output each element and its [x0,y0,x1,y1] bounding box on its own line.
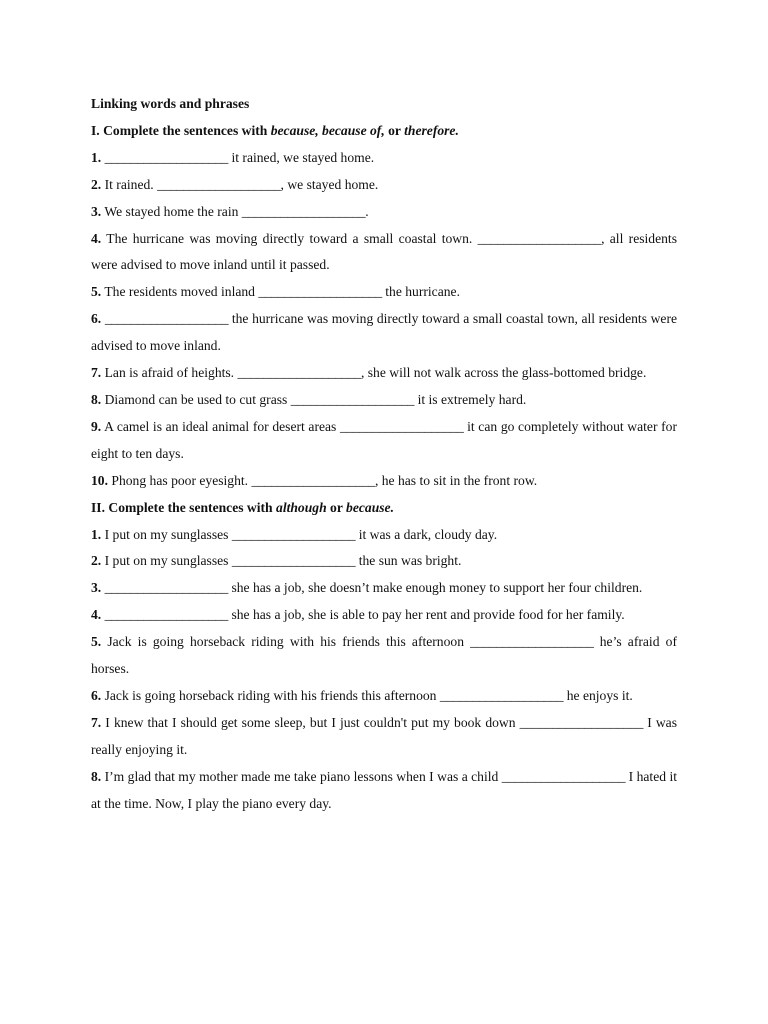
section-1-item [91,468,677,495]
item-number: 10. [91,472,108,488]
item-text: I was really enjoying it. [91,714,677,757]
item-number: 8. [91,391,102,407]
item-number: 4. [91,607,102,623]
item-text: It rained. [101,176,158,192]
item-text: he enjoys it. [563,687,633,703]
item-text: The hurricane was moving directly toward a small coastal town. [101,230,478,246]
item-text: the hurricane was moving directly toward a small coastal town, all residents were advised to move inland. [91,311,678,354]
item-text: Diamond can be used to cut grass [101,391,291,407]
item-text: We stayed home the rain [101,203,242,219]
item-number: 2. [91,553,102,569]
section-1-heading-em: because, because of, [270,122,385,138]
item-text: Phong has poor eyesight. [108,472,252,488]
section-2-item [91,522,677,549]
section-2-heading-pre: II. Complete the sentences with [91,499,277,515]
item-text: I hated it at the time. Now, I play the piano every day. [91,768,678,811]
section-2-item [91,764,677,818]
answer-blank[interactable]: ___________________ [104,311,229,327]
item-text: he’s afraid of horses. [91,634,677,677]
section-1-heading-pre: I. Complete the sentences with [91,122,271,138]
item-number: 2. [91,176,102,192]
item-text: I put on my sunglasses [101,526,232,542]
section-1-item [91,172,677,199]
section-1-item [91,226,677,280]
item-number: 3. [91,203,102,219]
section-1-item [91,414,677,468]
section-1-item [91,387,677,414]
answer-blank[interactable]: ___________________ [104,580,229,596]
item-number: 5. [91,634,102,650]
section-2-item [91,683,677,710]
item-text: the sun was bright. [355,553,462,569]
answer-blank[interactable]: ___________________ [241,203,366,219]
section-1-heading-em2: therefore. [404,122,459,138]
item-text: , all residents were advised to move inland until it passed. [91,230,677,273]
item-text: , we stayed home. [280,176,379,192]
item-text: I put on my sunglasses [101,553,232,569]
item-text: The residents moved inland [101,284,259,300]
item-text: I’m glad that my mother made me take piano lessons when I was a child [101,768,502,784]
answer-blank[interactable]: ___________________ [258,284,382,300]
section-2-item [91,629,677,683]
answer-blank[interactable]: ___________________ [439,687,564,703]
section-2-heading-em2: because. [346,499,394,515]
item-text: it rained, we stayed home. [228,149,375,165]
answer-blank[interactable]: ___________________ [340,418,464,434]
answer-blank[interactable]: ___________________ [157,176,281,192]
section-1-item [91,306,677,360]
section-1-item [91,279,677,306]
section-2-heading-mid: or [326,499,347,515]
section-2-heading [91,495,677,522]
section-1-item [91,199,677,226]
answer-blank[interactable]: ___________________ [290,391,415,407]
section-2-item [91,710,677,764]
section-1-heading [91,118,677,145]
answer-blank[interactable]: ___________________ [237,365,361,381]
item-text: it is extremely hard. [414,391,527,407]
section-2-item [91,548,677,575]
item-text: Jack is going horseback riding with his friends this afternoon [101,634,471,650]
item-number: 1. [91,526,102,542]
item-text: Jack is going horseback riding with his friends this afternoon [101,687,440,703]
section-1-item [91,360,677,387]
item-number: 6. [91,687,102,703]
item-text: , he has to sit in the front row. [374,472,538,488]
section-2-item [91,602,677,629]
item-number: 6. [91,311,102,327]
worksheet-content [91,91,677,817]
answer-blank[interactable]: ___________________ [104,607,229,623]
section-2-heading-em: although [276,499,327,515]
item-text: , she will not walk across the glass-bottomed bridge. [360,365,647,381]
item-number: 7. [91,714,102,730]
section-2-item [91,575,677,602]
answer-blank[interactable]: ___________________ [251,472,375,488]
item-number: 8. [91,768,102,784]
worksheet-title: Linking words and phrases [91,96,250,111]
item-number: 1. [91,149,102,165]
item-number: 7. [91,365,102,381]
answer-blank[interactable]: ___________________ [477,230,602,246]
item-number: 9. [91,418,102,434]
item-text: Lan is afraid of heights. [101,365,238,381]
item-number: 3. [91,580,102,596]
item-text: I knew that I should get some sleep, but I just couldn't put my book down [101,714,520,730]
item-text: she has a job, she doesn’t make enough money to support her four children. [228,580,643,596]
section-1-heading-mid: or [384,122,405,138]
item-number: 4. [91,230,102,246]
item-text: A camel is an ideal animal for desert areas [101,418,340,434]
item-text: . [365,203,369,219]
answer-blank[interactable]: ___________________ [104,149,229,165]
answer-blank[interactable]: ___________________ [231,553,356,569]
answer-blank[interactable]: ___________________ [231,526,356,542]
section-1-item [91,145,677,172]
item-text: she has a job, she is able to pay her rent and provide food for her family. [228,607,625,623]
item-number: 5. [91,284,102,300]
item-text: it can go completely without water for eight to ten days. [91,418,677,461]
item-text: it was a dark, cloudy day. [355,526,498,542]
answer-blank[interactable]: ___________________ [501,768,626,784]
item-text: the hurricane. [381,284,460,300]
answer-blank[interactable]: ___________________ [470,634,594,650]
answer-blank[interactable]: ___________________ [519,714,644,730]
